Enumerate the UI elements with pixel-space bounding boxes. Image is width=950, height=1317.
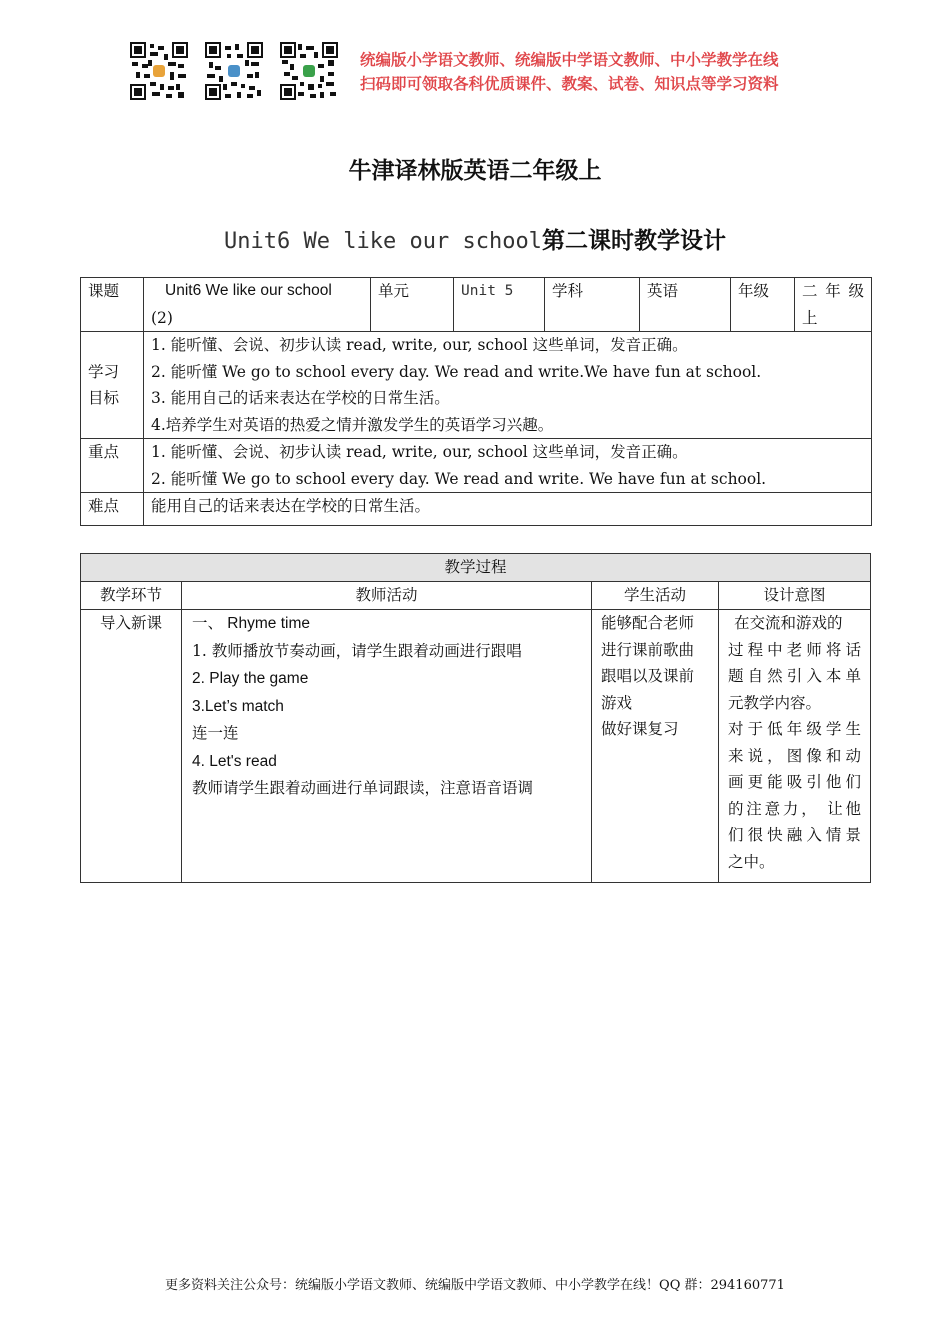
topic-value-line: (2) [151,308,173,327]
design-intent-line: 来说，图像和动 [728,746,862,765]
column-header-stage: 教学环节 [81,582,182,610]
column-header-intent: 设计意图 [719,582,871,610]
qr-code-graphic [205,42,263,100]
teacher-activity-line: 3.Let’s match [192,697,284,715]
topic-value [144,278,371,332]
teacher-activity-line: 1. 教师播放节奏动画，请学生跟着动画进行跟唱 [192,641,522,660]
goal-item: 1. 能听懂、会说、初步认读 read, write, our, school 这些单词，发音正确。 [151,336,688,354]
student-activity-line: 跟唱以及课前 [601,667,695,685]
design-intent-line: 在交流和游戏的 [734,614,843,632]
design-intent-cell [719,610,871,883]
grade-value [795,278,872,332]
goal-item: 3. 能用自己的话来表达在学校的日常生活。 [151,389,450,407]
goals-label-line: 学习 [88,362,120,381]
design-intent-line: 画更能吸引他们 [728,773,862,791]
design-intent-line: 的注意力， 让他 [728,799,862,818]
qr-code-icon[interactable] [205,42,263,100]
column-header-teacher: 教师活动 [182,582,592,610]
teacher-activity-line: 一、 Rhyme time [192,615,310,632]
subtitle-chinese: 第二课时教学设计 [541,228,726,254]
design-intent-line: 对于低年级学生 [728,720,862,738]
column-header-student: 学生活动 [592,582,719,610]
goal-item: 4.培养学生对英语的热爱之情并激发学生的英语学习兴趣。 [151,415,554,434]
design-intent-line: 之中。 [728,852,775,871]
qr-code-graphic [130,42,188,100]
header-banner [130,42,830,102]
difficulty-label: 难点 [81,493,144,526]
document-subtitle [0,222,950,255]
design-intent-line: 们很快融入情景 [728,826,862,844]
key-points-label: 重点 [81,439,144,493]
process-title: 教学过程 [81,554,871,582]
teacher-activity-line: 教师请学生跟着动画进行单词跟读，注意语音语调 [192,779,534,797]
promo-text [360,48,779,96]
table-row [81,439,872,493]
design-intent-line: 过程中老师将话 [728,640,862,659]
document-title: 牛津译林版英语二年级上 [348,158,602,184]
promo-line: 扫码即可领取各科优质课件、教案、试卷、知识点等学习资料 [360,75,779,93]
teacher-activity-line: 4. Let's read [192,752,277,770]
table-row [81,610,871,883]
student-activity-line: 进行课前歌曲 [601,640,695,659]
table-row [81,554,871,582]
qr-code-icon[interactable] [130,42,188,100]
student-activity-line: 游戏 [601,693,633,712]
goals-label [81,332,144,439]
grade-value-line: 二年级 [802,282,864,300]
goal-item: 2. 能听懂 We go to school every day. We read and write.We have fun at school. [151,362,762,381]
lesson-info-table [80,277,872,526]
design-intent-line: 题自然引入本单 [728,667,862,685]
student-activity-cell [592,610,719,883]
topic-label: 课题 [81,278,144,332]
key-points-content [144,439,872,493]
unit-label: 单元 [371,278,454,332]
qr-code-graphic [280,42,338,100]
table-row [81,332,872,439]
goals-label-line: 目标 [88,389,120,407]
student-activity-line: 能够配合老师 [601,614,695,632]
student-activity-line: 做好课复习 [601,720,679,738]
stage-cell: 导入新课 [81,610,182,883]
subtitle-english: Unit6 We like our school [224,229,542,254]
unit-value: Unit 5 [454,278,545,332]
table-row [81,278,872,332]
promo-line: 统编版小学语文教师、统编版中学语文教师、中小学教学在线 [360,51,779,69]
key-point-item: 2. 能听懂 We go to school every day. We read and write. We have fun at school. [151,469,767,488]
qr-code-icon[interactable] [280,42,338,100]
teacher-activity-cell [182,610,592,883]
subject-value: 英语 [640,278,731,332]
grade-value-line: 上 [802,308,818,327]
table-row [81,493,872,526]
teacher-activity-line: 连一连 [192,724,239,742]
design-intent-line: 元教学内容。 [728,693,822,712]
grade-label: 年级 [731,278,795,332]
page-footer: 更多资料关注公众号：统编版小学语文教师、统编版中学语文教师、中小学教学在线！QQ 群：294160771 [165,1278,785,1293]
teaching-process-table [80,553,871,883]
difficulty-content: 能用自己的话来表达在学校的日常生活。 [144,493,872,526]
topic-value-line: Unit6 We like our school [165,282,332,299]
goals-content [144,332,872,439]
subject-label: 学科 [545,278,640,332]
key-point-item: 1. 能听懂、会说、初步认读 read, write, our, school 这些单词，发音正确。 [151,443,688,461]
table-row [81,582,871,610]
teacher-activity-line: 2. Play the game [192,670,309,687]
